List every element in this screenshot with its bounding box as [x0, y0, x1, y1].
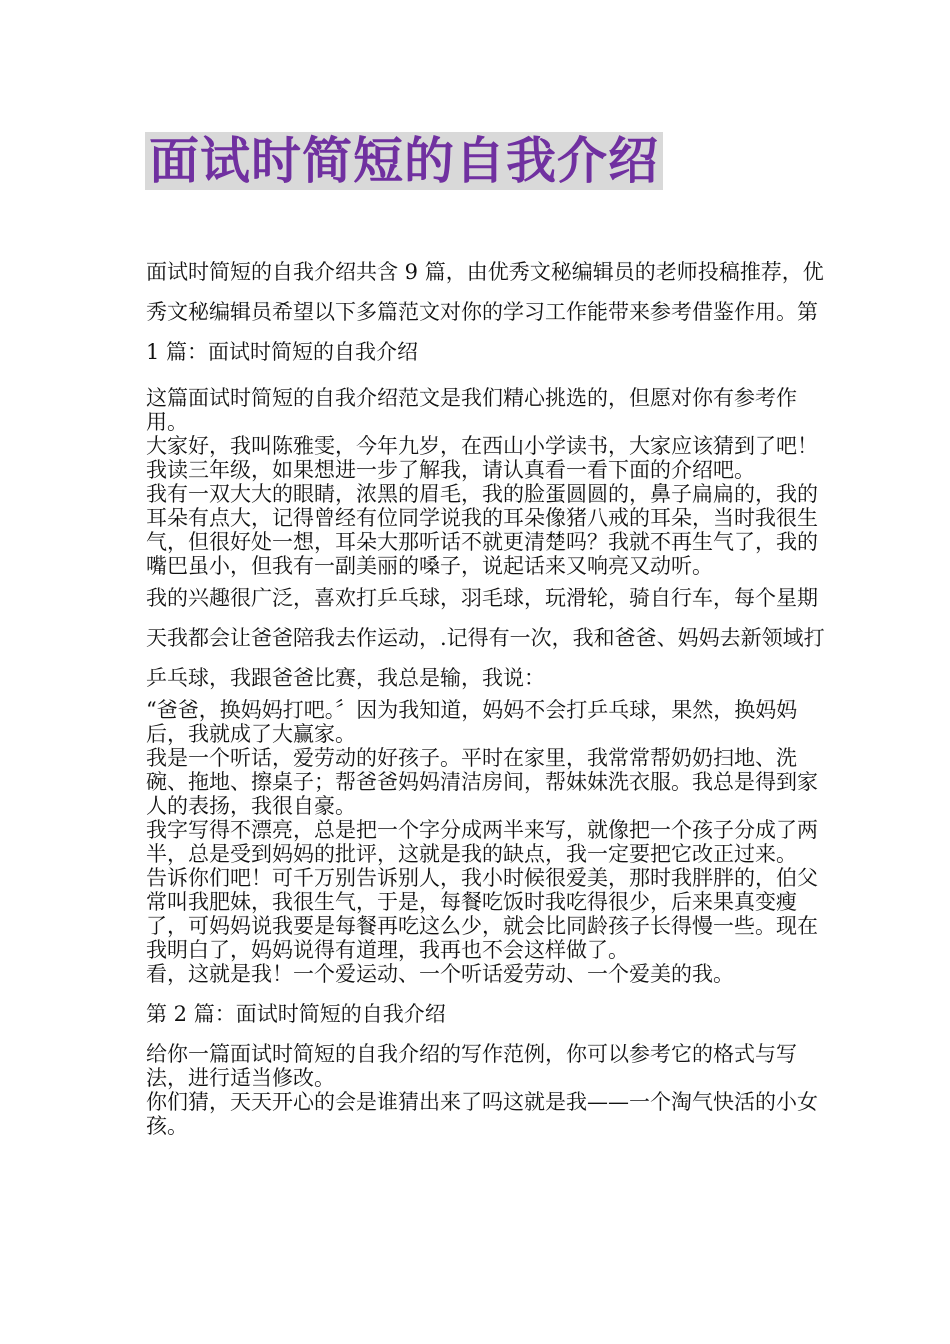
article1-paragraph-1: 大家好，我叫陈雅雯，今年九岁，在西山小学读书，大家应该猜到了吧！我读三年级，如果想进一步了解我，请认真看一看下面的介绍吧。 [146, 434, 818, 482]
article1-paragraph-2: 我有一双大大的眼睛，浓黑的眉毛，我的脸蛋圆圆的，鼻子扁扁的，我的耳朵有点大，记得曾经有位同学说我的耳朵像猪八戒的耳朵，当时我很生气，但很好处一想，耳朵大那听话不就更清楚吗？我就不再生气了，我的嘴巴虽小，但我有一副美丽的嗓子，说起话来又响亮又动听。 [146, 482, 818, 578]
page-title: 面试时简短的自我介绍 [145, 132, 663, 190]
article2-paragraph-1: 你们猜，天天开心的会是谁猜出来了吗这就是我——一个淘气快活的小女孩。 [146, 1090, 818, 1138]
document-body [146, 252, 826, 1138]
article1-paragraph-4: “爸爸，换妈妈打吧。〞因为我知道，妈妈不会打乒乓球，果然，换妈妈后，我就成了大赢家。 [146, 698, 798, 746]
article1-paragraph-7: 告诉你们吧！可千万别告诉别人，我小时候很爱美，那时我胖胖的，伯父常叫我肥妹，我很生气，于是，每餐吃饭时我吃得很少，后来果真变瘦了，可妈妈说我要是每餐再吃这么少，就会比同龄孩子长得慢一些。现在我明白了，妈妈说得有道理，我再也不会这样做了。 [146, 866, 818, 962]
article1-paragraph-3: 我的兴趣很广泛，喜欢打乒乓球，羽毛球，玩滑轮，骑自行车，每个星期天我都会让爸爸陪我去作运动，.记得有一次，我和爸爸、妈妈去新领域打乒乓球，我跟爸爸比赛，我总是输，我说： [146, 586, 825, 690]
article1-paragraph-5: 我是一个听话，爱劳动的好孩子。平时在家里，我常常帮奶奶扫地、洗碗、拖地、擦桌子；帮爸爸妈妈清洁房间，帮妹妹洗衣服。我总是得到家人的表扬，我很自豪。 [146, 746, 818, 818]
intro-paragraph: 面试时简短的自我介绍共含 9 篇，由优秀文秘编辑员的老师投稿推荐，优秀文秘编辑员希望以下多篇范文对你的学习工作能带来参考借鉴作用。第 1 篇：面试时简短的自我介绍 [146, 260, 824, 364]
article2-lead: 给你一篇面试时简短的自我介绍的写作范例，你可以参考它的格式与写法，进行适当修改。 [146, 1042, 797, 1090]
article1-lead: 这篇面试时简短的自我介绍范文是我们精心挑选的，但愿对你有参考作用。 [146, 386, 797, 434]
article1-paragraph-8: 看，这就是我！一个爱运动、一个听话爱劳动、一个爱美的我。 [146, 962, 734, 986]
article1-paragraph-6: 我字写得不漂亮，总是把一个字分成两半来写，就像把一个孩子分成了两半，总是受到妈妈的批评，这就是我的缺点，我一定要把它改正过来。 [146, 818, 818, 866]
article2-heading: 第 2 篇：面试时简短的自我介绍 [146, 1002, 446, 1026]
